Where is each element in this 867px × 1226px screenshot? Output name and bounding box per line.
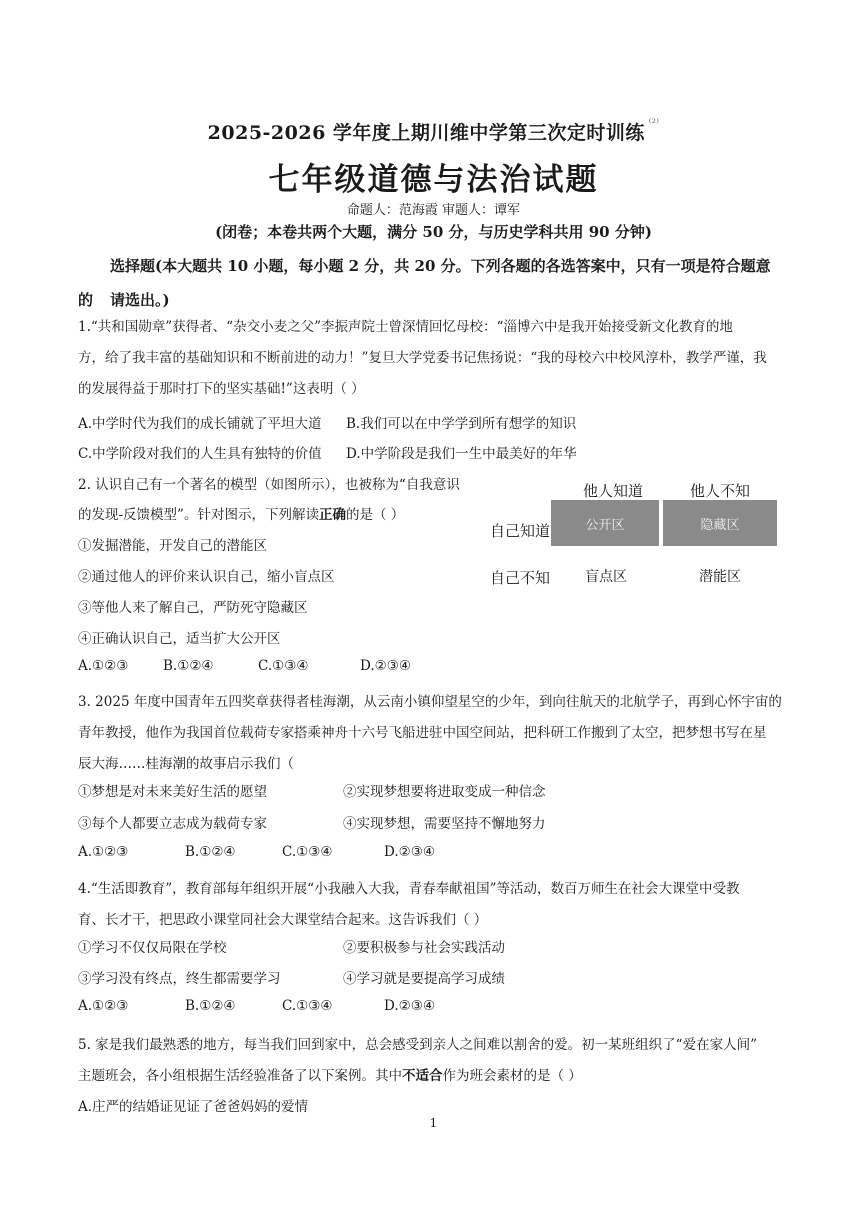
- corner-mark: ⁽²⁾: [648, 118, 660, 129]
- question-3-stem: [78, 687, 793, 780]
- q4-line: 4.“生活即教育”，教育部每年组织开展“小我融入大我，青春奉献祖国”等活动，数百万师生在社会大课堂中受教: [78, 881, 740, 897]
- diagram-row-self-known: 自己知道: [490, 522, 551, 540]
- school-line-text: 2025-2026 学年度上期川维中学第三次定时训练: [207, 122, 645, 144]
- q5-stem-line-2: [78, 1064, 582, 1084]
- q4-option-c: C.①③④: [282, 998, 333, 1014]
- q3-option-a: A.①②③: [78, 844, 129, 860]
- q1-option-a: A.中学时代为我们的成长铺就了平坦大道: [78, 416, 322, 432]
- q5-stem-line-1: 5. 家是我们最熟悉的地方，每当我们回到家中，总会感受到亲人之间难以割舍的爱。初一某班组织了“爱在家人间”: [78, 1037, 757, 1053]
- q1-line: 1.“共和国勋章”获得者、“杂交小麦之父”李振声院士曾深情回忆母校：“淄博六中是我开始接受新文化教育的地: [78, 319, 733, 335]
- q4-item-3: ③学习没有终点，终生都需要学习: [78, 971, 281, 987]
- q4-option-b: B.①②④: [185, 998, 236, 1014]
- q3-option-b: B.①②④: [185, 844, 236, 860]
- q4-item-1: ①学习不仅仅局限在学校: [78, 940, 227, 956]
- q2-keyword: 正确: [318, 507, 346, 523]
- diagram-open-area: 公开区: [551, 500, 659, 546]
- q1-option-d: D.中学阶段是我们一生中最美好的年华: [346, 446, 577, 462]
- q2-item-2: ②通过他人的评价来认识自己，缩小盲点区: [78, 569, 335, 585]
- q2-option-b: B.①②④: [163, 658, 214, 674]
- q1-option-c: C.中学阶段对我们的人生具有独特的价值: [78, 446, 322, 462]
- q2-option-c: C.①③④: [258, 658, 309, 674]
- diagram-col-known: 他人知道: [583, 482, 644, 500]
- q5-stem-text: 主题班会，各小组根据生活经验准备了以下案例。其中: [78, 1068, 402, 1084]
- q4-line: 育、长才干，把思政小课堂同社会大课堂结合起来。这告诉我们（ ）: [78, 912, 488, 928]
- diagram-row-self-unknown: 自己不知: [490, 569, 551, 587]
- q4-option-a: A.①②③: [78, 998, 129, 1014]
- q1-line: 方，给了我丰富的基础知识和不断前进的动力！”复旦大学党委书记焦扬说：“我的母校六中校风淳朴，教学严谨，我: [78, 350, 767, 366]
- section-prefix: 的: [78, 291, 94, 309]
- section-instructions: [78, 249, 798, 317]
- exam-info: (闭卷；本卷共两个大题，满分 50 分，与历史学科共用 90 分钟): [215, 223, 652, 241]
- section-line-1: 选择题(本大题共 10 小题，每小题 2 分，共 20 分。下列各题的各选答案中，只有一项是符合题意: [110, 257, 771, 275]
- q2-stem-line-1: 2. 认识自己有一个著名的模型（如图所示），也被称为“自我意识: [78, 477, 460, 493]
- q3-item-4: ④实现梦想，需要坚持不懈地努力: [343, 816, 546, 832]
- q3-line: 青年教授，他作为我国首位载荷专家搭乘神舟十六号飞船进驻中国空间站，把科研工作搬到了太空，把梦想书写在星: [78, 725, 767, 741]
- diagram-potential-area: 潜能区: [699, 569, 741, 585]
- q4-item-2: ②要积极参与社会实践活动: [343, 940, 505, 956]
- page-number: 1: [429, 1116, 438, 1130]
- q3-item-3: ③每个人都要立志成为载荷专家: [78, 816, 267, 832]
- q3-option-d: D.②③④: [384, 844, 435, 860]
- q2-item-1: ①发掘潜能，开发自己的潜能区: [78, 538, 267, 554]
- q1-option-b: B.我们可以在中学学到所有想学的知识: [346, 416, 577, 432]
- q3-line: 辰大海……桂海潮的故事启示我们（: [78, 756, 294, 772]
- q4-option-d: D.②③④: [384, 998, 435, 1014]
- q2-item-3: ③等他人来了解自己，严防死守隐藏区: [78, 600, 308, 616]
- q3-option-c: C.①③④: [282, 844, 333, 860]
- page-title: 七年级道德与法治试题: [268, 162, 599, 198]
- question-4-stem: [78, 874, 793, 936]
- q5-option-a: A.庄严的结婚证见证了爸爸妈妈的爱情: [78, 1099, 309, 1115]
- section-line-2: 请选出。): [110, 291, 170, 309]
- q4-item-4: ④学习就是要提高学习成绩: [343, 971, 505, 987]
- diagram-col-unknown: 他人不知: [690, 482, 751, 500]
- q2-item-4: ④正确认识自己，适当扩大公开区: [78, 631, 281, 647]
- q2-stem-end: 的是（ ）: [345, 507, 405, 523]
- q2-option-a: A.①②③: [78, 658, 129, 674]
- question-1-stem: [78, 312, 793, 405]
- diagram-blind-area: 盲点区: [585, 569, 627, 585]
- q2-stem-text: 的发现-反馈模型”。针对图示，下列解读: [78, 507, 319, 523]
- q3-item-1: ①梦想是对未来美好生活的愿望: [78, 784, 267, 800]
- q5-keyword: 不适合: [402, 1068, 443, 1084]
- diagram-hidden-area: 隐藏区: [663, 500, 777, 546]
- q3-line: 3. 2025 年度中国青年五四奖章获得者桂海潮，从云南小镇仰望星空的少年，到向往航天的北航学子，再到心怀宇宙的: [78, 694, 782, 710]
- exam-school-line: [0, 118, 867, 145]
- q2-stem-line-2: [78, 503, 404, 523]
- q3-item-2: ②实现梦想要将进取变成一种信念: [343, 784, 546, 800]
- q5-stem-end: 作为班会素材的是（ ）: [442, 1068, 582, 1084]
- johari-window-diagram: [485, 474, 785, 594]
- q2-option-d: D.②③④: [360, 658, 411, 674]
- authors-line: 命题人：范海霞 审题人：谭军: [346, 203, 521, 218]
- q1-line: 的发展得益于那时打下的坚实基础!”这表明（ ）: [78, 381, 365, 397]
